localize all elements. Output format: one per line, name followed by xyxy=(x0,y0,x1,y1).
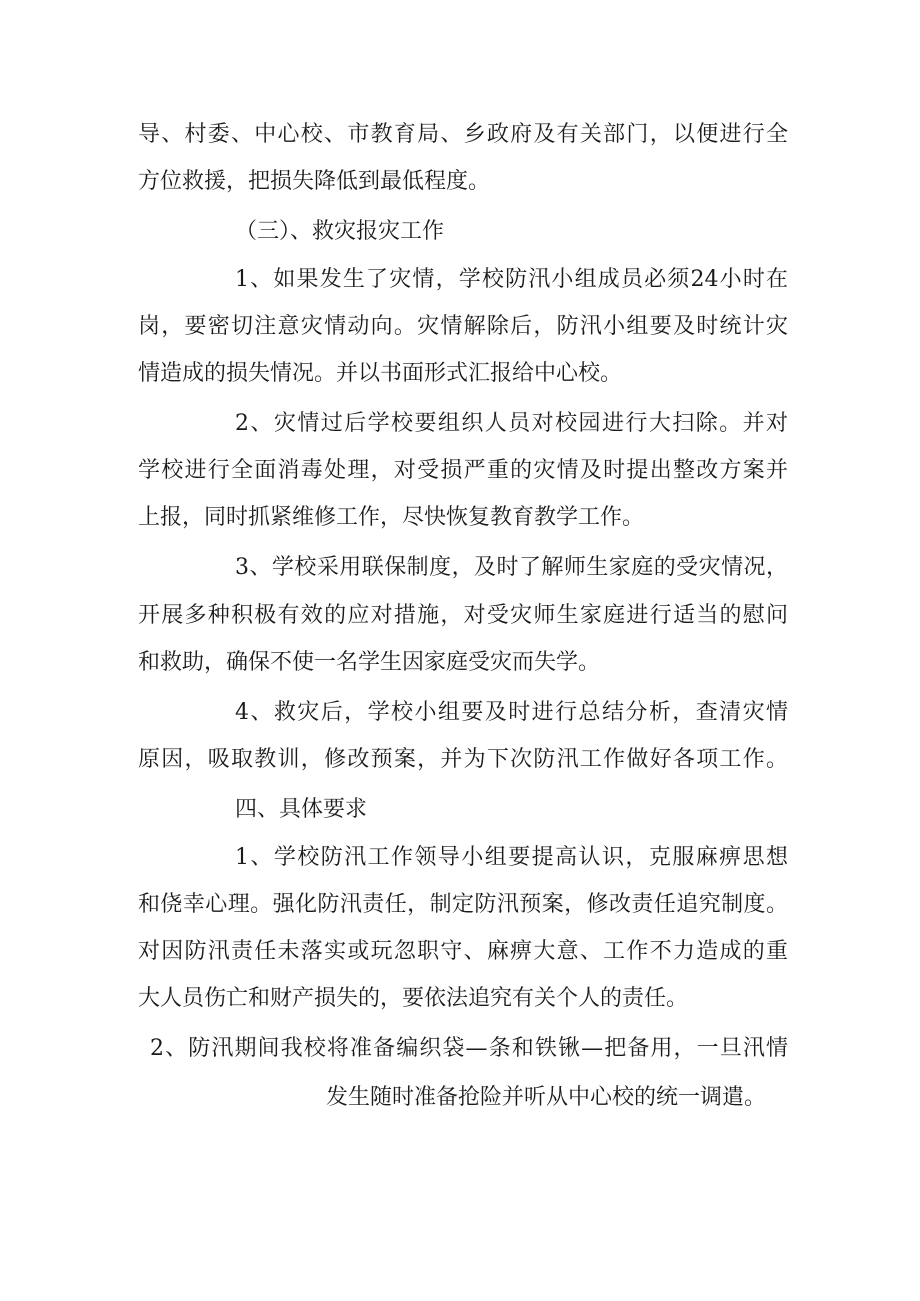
text-line: 对因防汛责任未落实或玩忽职守、麻痹大意、工作不力造成的重 xyxy=(138,939,788,964)
text-line: 发生随时准备抢险并听从中心校的统一调遣。 xyxy=(326,1085,767,1110)
text-line: 学校进行全面消毒处理，对受损严重的灾情及时提出整改方案并 xyxy=(138,458,788,483)
text-line: 2、防汛期间我校将准备编织袋—条和铁锹—把备用，一旦汛情 xyxy=(150,1036,788,1061)
text-line: 3、学校采用联保制度，及时了解师生家庭的受灾情况， xyxy=(235,555,788,580)
text-line: 开展多种积极有效的应对措施，对受灾师生家庭进行适当的慰问 xyxy=(138,603,788,628)
section-heading: 四、具体要求 xyxy=(235,797,368,822)
text-line: 4、救灾后，学校小组要及时进行总结分析，查清灾情 xyxy=(235,700,788,725)
text-line: 2、灾情过后学校要组织人员对校园进行大扫除。并对 xyxy=(235,411,788,436)
text-line: 原因，吸取教训，修改预案，并为下次防汛工作做好各项工作。 xyxy=(138,747,788,772)
text-line: 岗，要密切注意灾情动向。灾情解除后，防汛小组要及时统计灾 xyxy=(138,314,788,339)
text-line: 上报，同时抓紧维修工作，尽快恢复教育教学工作。 xyxy=(138,505,645,530)
text-line: 方位救援，把损失降低到最低程度。 xyxy=(138,169,491,194)
text-line: 和侥幸心理。强化防汛责任，制定防汛预案，修改责任追究制度。 xyxy=(138,892,788,917)
text-line: 和救助，确保不使一名学生因家庭受灾而失学。 xyxy=(138,650,601,675)
text-line: 1、学校防汛工作领导小组要提高认识，克服麻痹思想 xyxy=(235,845,788,870)
text-line: 1、如果发生了灾情，学校防汛小组成员必须24小时在 xyxy=(235,267,788,292)
text-line: 导、村委、中心校、市教育局、乡政府及有关部门，以便进行全 xyxy=(138,122,788,147)
text-line: 情造成的损失情况。并以书面形式汇报给中心校。 xyxy=(138,361,623,386)
section-heading: （三）、救灾报灾工作 xyxy=(235,219,445,244)
text-line: 大人员伤亡和财产损失的，要依法追究有关个人的责任。 xyxy=(138,986,689,1011)
